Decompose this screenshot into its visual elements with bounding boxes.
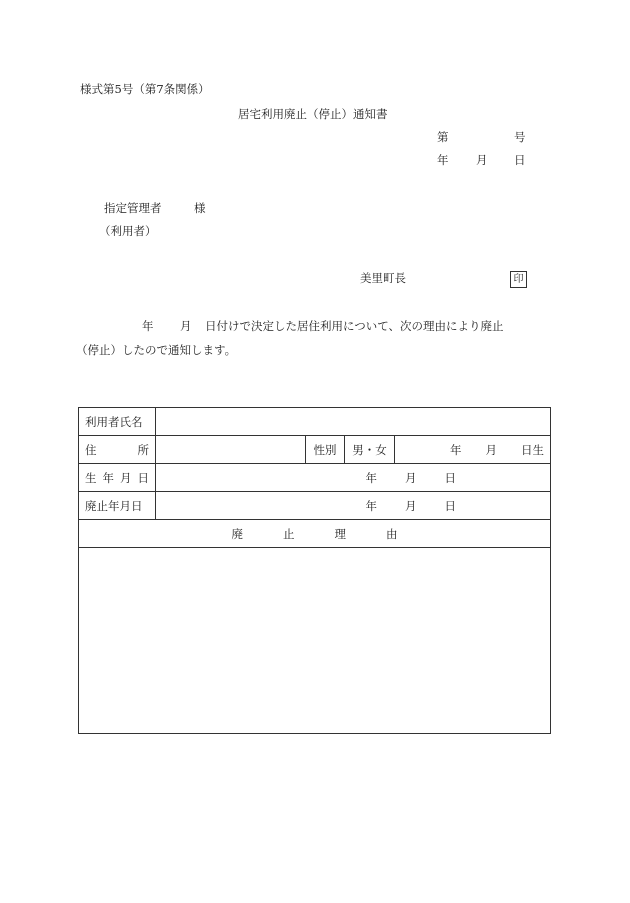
dob-label-char: 生 [85, 470, 97, 485]
body-line-2: （停止）したので通知します。 [76, 343, 237, 357]
address-label-1: 住 [85, 442, 97, 457]
abolish-month: 月 [405, 498, 417, 513]
abolish-date-field[interactable] [156, 492, 551, 520]
dob-day: 日 [444, 470, 456, 485]
reason-header-char: 由 [386, 526, 398, 541]
reason-header-char: 廃 [231, 526, 243, 541]
dob-field[interactable] [156, 464, 551, 492]
birth-year: 年 [450, 442, 462, 457]
row-reason-body [79, 548, 551, 734]
birth-month: 月 [485, 442, 497, 457]
reason-header-char: 理 [334, 526, 346, 541]
row-reason-header [79, 520, 551, 548]
form-number: 様式第5号（第7条関係） [80, 82, 210, 96]
date-month: 月 [476, 153, 488, 167]
dob-label-char: 月 [120, 470, 132, 485]
reason-header-char: 止 [283, 526, 295, 541]
gender-value[interactable]: 男・女 [345, 436, 395, 464]
address-label-2: 所 [137, 442, 149, 457]
birth-date-field[interactable] [395, 436, 551, 464]
dob-year: 年 [365, 470, 377, 485]
dob-label [79, 464, 156, 492]
row-abolish-date [79, 492, 551, 520]
date-year: 年 [437, 153, 449, 167]
date-day: 日 [514, 153, 526, 167]
abolish-day: 日 [444, 498, 456, 513]
row-dob [79, 464, 551, 492]
reason-body-field[interactable] [79, 548, 551, 734]
addressee-sub: （利用者） [99, 224, 157, 238]
birth-day: 日生 [521, 442, 544, 457]
sender-title: 美里町長 [360, 271, 406, 285]
dob-label-char: 年 [102, 470, 114, 485]
dob-month: 月 [405, 470, 417, 485]
address-label [79, 436, 156, 464]
body-month: 月 [180, 319, 192, 333]
doc-number-suffix: 号 [514, 130, 526, 144]
doc-number-prefix: 第 [437, 130, 449, 144]
address-field[interactable] [156, 436, 306, 464]
reason-header [79, 520, 551, 548]
notice-form-table [78, 407, 551, 734]
addressee-honorific: 様 [194, 201, 206, 215]
body-line-1: 日付けで決定した居住利用について、次の理由により廃止 [205, 319, 504, 333]
abolish-year: 年 [365, 498, 377, 513]
abolish-date-label: 廃止年月日 [79, 492, 156, 520]
body-year: 年 [142, 319, 154, 333]
user-name-label: 利用者氏名 [79, 408, 156, 436]
gender-label: 性別 [306, 436, 345, 464]
user-name-field[interactable] [156, 408, 551, 436]
dob-label-char: 日 [137, 470, 149, 485]
document-title: 居宅利用廃止（停止）通知書 [238, 107, 388, 121]
row-address [79, 436, 551, 464]
seal-mark: 印 [510, 271, 527, 288]
row-user-name [79, 408, 551, 436]
addressee-name: 指定管理者 [104, 201, 162, 215]
